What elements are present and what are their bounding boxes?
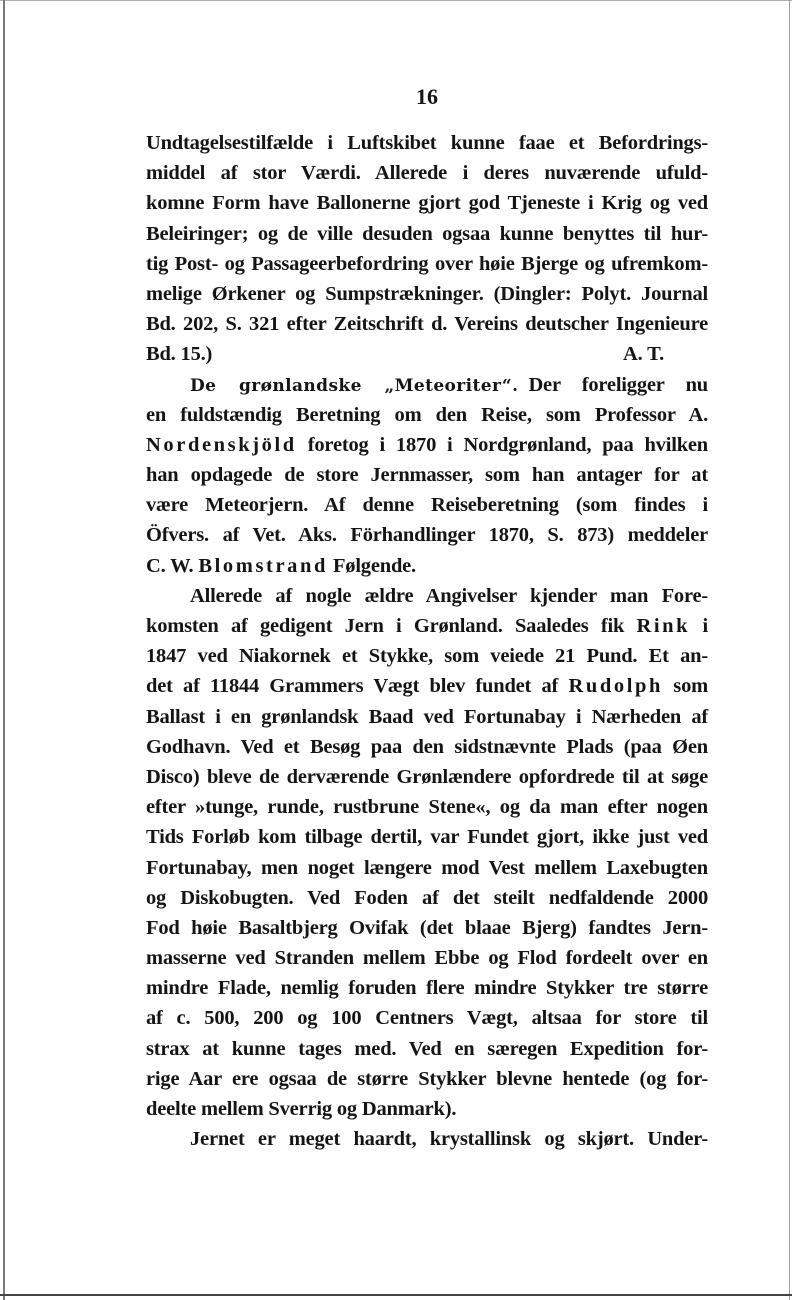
text-line: Bd. 202, S. 321 efter Zeitschrift d. Vereins deutscher Ingenieure <box>146 313 708 336</box>
text-line: Ballast i en grønlandsk Baad ved Fortunabay i Nærheden af <box>146 705 708 728</box>
text-line: han opdagede de store Jernmasser, som han antager for at <box>146 464 708 487</box>
text-segment: Der foreligger nu <box>528 373 708 396</box>
page-number: 16 <box>416 84 438 109</box>
text-segment: som <box>663 675 708 698</box>
section-heading: De grønlandske „Meteoriter“. <box>190 375 519 396</box>
text-line: Jernet er meget haardt, krystallinsk og skjørt. Under- <box>190 1128 708 1151</box>
text-line: efter »tunge, runde, rustbrune Stene«, og da man efter nogen <box>146 796 708 819</box>
text-line <box>146 611 708 641</box>
text-line: og Diskobugten. Ved Foden af det steilt nedfaldende 2000 <box>146 886 708 909</box>
text-line <box>146 339 708 369</box>
page-edge-left <box>3 0 5 1300</box>
text-line: rige Aar ere ogsaa de større Stykker blevne hentede (og for- <box>146 1067 708 1090</box>
text-segment: det af 11844 Grammers Vægt blev fundet af <box>146 675 569 698</box>
text-line <box>146 370 708 400</box>
text-segment: Bd. 15.) <box>146 343 213 366</box>
text-segment: foretog i 1870 i Nordgrønland, paa hvilken <box>296 433 708 456</box>
text-line: tig Post- og Passageerbefordring over høie Bjerge og ufremkom- <box>146 252 708 275</box>
text-line: komne Form have Ballonerne gjort god Tjeneste i Krig og ved <box>146 192 708 215</box>
person-name: Rink <box>636 615 691 637</box>
text-line: Öfvers. af Vet. Aks. Förhandlinger 1870, S. 873) meddeler <box>146 524 708 547</box>
text-line <box>146 430 708 460</box>
text-body <box>146 128 708 1154</box>
text-line: strax at kunne tages med. Ved en særegen Expedition for- <box>146 1037 708 1060</box>
text-line: melige Ørkener og Sumpstrækninger. (Dingler: Polyt. Journal <box>146 282 708 305</box>
text-line: middel af stor Værdi. Allerede i deres nuværende ufuld- <box>146 162 708 185</box>
text-line: Tids Forløb kom tilbage dertil, var Fundet gjort, ikke just ved <box>146 826 708 849</box>
text-segment: komsten af gedigent Jern i Grønland. Saaledes fik <box>146 615 637 637</box>
text-segment: Følgende. <box>328 554 416 577</box>
person-name: Blomstrand <box>198 554 329 577</box>
text-line <box>146 551 708 581</box>
text-line: masserne ved Stranden mellem Ebbe og Flod fordeelt over en <box>146 947 708 970</box>
person-name: Rudolph <box>568 675 663 698</box>
text-segment: en fuldstændig Beretning om den Reise, som Professor <box>146 403 689 426</box>
text-line: af c. 500, 200 og 100 Centners Vægt, altsaa for store til <box>146 1007 708 1030</box>
text-line <box>146 671 708 701</box>
text-line: deelte mellem Sverrig og Danmark). <box>146 1098 457 1120</box>
text-line <box>146 400 708 430</box>
text-line: mindre Flade, nemlig foruden flere mindre Stykker tre større <box>146 977 708 1000</box>
text-line: Undtagelsestilfælde i Luftskibet kunne faae et Befordrings- <box>146 132 708 154</box>
text-line: Fod høie Basaltbjerg Ovifak (det blaae Bjerg) fandtes Jern- <box>146 916 708 939</box>
text-line: Disco) bleve de derværende Grønlændere opfordrede til at søge <box>146 765 708 788</box>
text-line: være Meteorjern. Af denne Reiseberetning (som findes i <box>146 494 708 517</box>
page-edge-top <box>0 0 792 1</box>
text-segment: i <box>690 615 709 637</box>
text-line: Allerede af nogle ældre Angivelser kjender man Fore- <box>190 584 708 607</box>
text-line: 1847 ved Niakornek et Stykke, som veiede 21 Pund. Et an- <box>146 645 708 668</box>
text-line: Fortunabay, men noget længere mod Vest mellem Laxebugten <box>146 856 708 879</box>
person-name: Nordenskjöld <box>146 433 297 456</box>
text-segment: C. W. <box>146 554 199 577</box>
page-edge-right <box>789 0 790 1300</box>
text-line: Godhavn. Ved et Besøg paa den sidstnævnte Plads (paa Øen <box>146 735 708 758</box>
text-segment: A. <box>688 403 708 426</box>
text-line: Beleiringer; og de ville desuden ogsaa kunne benyttes til hur- <box>146 222 708 245</box>
page-edge-bottom <box>0 1294 792 1296</box>
author-signature: A. T. <box>623 343 664 366</box>
